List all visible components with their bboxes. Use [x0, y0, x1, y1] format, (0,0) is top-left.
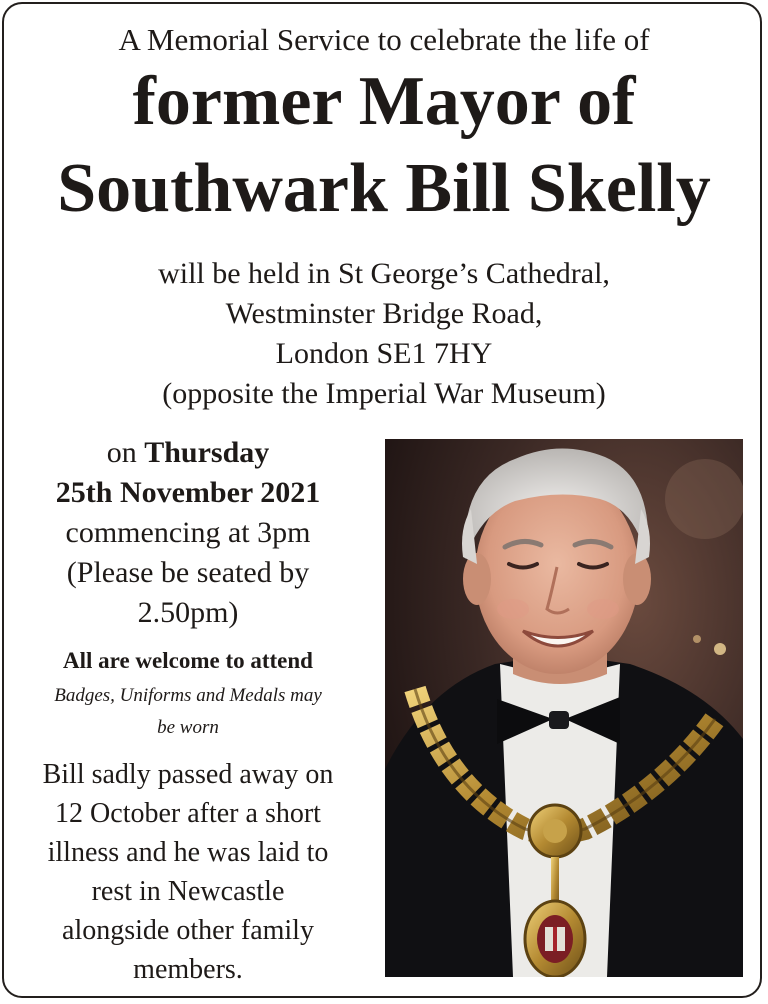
- start-time: commencing at 3pm: [65, 516, 311, 549]
- headline-line-2: Southwark Bill Skelly: [57, 150, 711, 227]
- venue-line: (opposite the Imperial War Museum): [162, 377, 606, 410]
- headline-line-1: former Mayor of: [132, 63, 636, 140]
- date-block: [18, 433, 358, 633]
- obituary-text: [18, 755, 358, 989]
- dress-note-line: Badges, Uniforms and Medals may: [54, 685, 322, 706]
- on-prefix: on: [106, 436, 145, 469]
- venue-block: [0, 254, 768, 414]
- obituary-line: rest in Newcastle: [91, 876, 285, 907]
- day-name: Thursday: [144, 436, 270, 469]
- venue-line: London SE1 7HY: [275, 337, 493, 370]
- obituary-line: 12 October after a short: [55, 798, 321, 829]
- obituary-line: Bill sadly passed away on: [42, 759, 334, 790]
- obituary-line: illness and he was laid to: [47, 837, 329, 868]
- full-date: 25th November 2021: [55, 476, 321, 509]
- seating-line: 2.50pm): [137, 596, 239, 629]
- welcome-text: All are welcome to attend: [63, 648, 313, 673]
- venue-line: will be held in St George’s Cathedral,: [158, 257, 610, 290]
- dress-note-line: be worn: [157, 717, 219, 738]
- day-line: [18, 433, 358, 473]
- portrait-photo: [385, 439, 743, 977]
- obituary-line: alongside other family: [62, 915, 314, 946]
- intro-line: A Memorial Service to celebrate the life of: [118, 22, 650, 57]
- dress-note: [18, 680, 358, 744]
- seating-line: (Please be seated by: [66, 556, 310, 589]
- venue-line: Westminster Bridge Road,: [225, 297, 543, 330]
- obituary-line: members.: [133, 954, 243, 985]
